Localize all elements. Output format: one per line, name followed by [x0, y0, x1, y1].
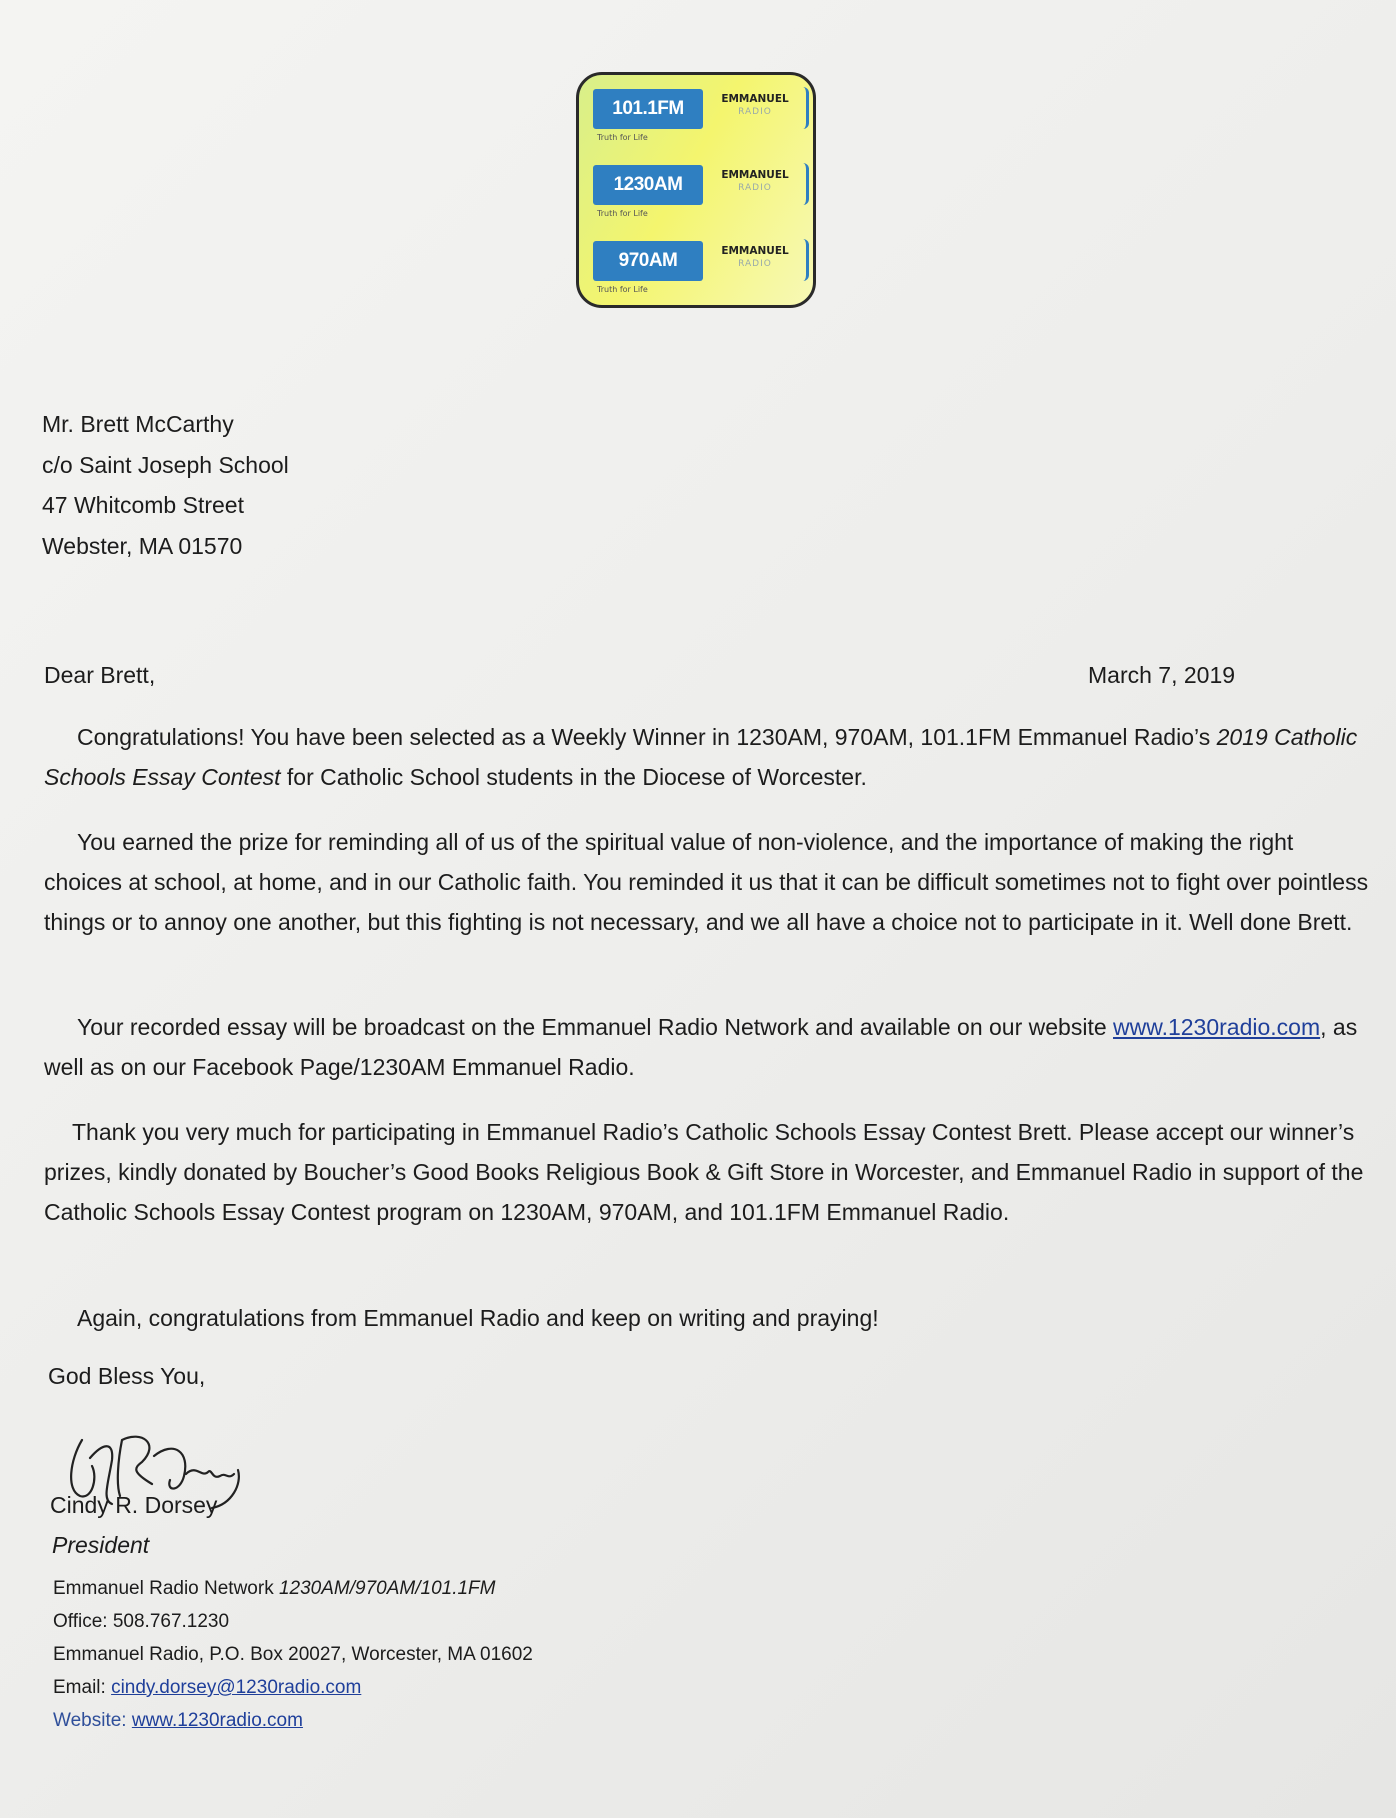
logo-tagline: Truth for Life [597, 285, 648, 294]
logo-bracket-icon [801, 239, 809, 281]
recipient-city: Webster, MA 01570 [42, 532, 243, 559]
p4-text: Thank you very much for participating in Emmanuel Radio’s Catholic Schools Essay Contest Brett. Please accept our winner’s prizes, kindly donated by Boucher’s Good Books Religious Book & Gift Store in Worcester, and Emmanuel Radio in support of the Catholic Schools Essay Contest program on 1230AM, 970AM, and 101.1FM Emmanuel Radio. [44, 1119, 1364, 1225]
footer-website-link[interactable]: www.1230radio.com [131, 1710, 303, 1731]
logo-brand: EMMANUEL [721, 245, 789, 257]
email-label: Email: [53, 1677, 112, 1698]
logo-freq: 970AM [593, 241, 703, 281]
paragraph-broadcast [44, 1007, 1374, 1087]
recipient-name: Mr. Brett McCarthy [42, 411, 234, 437]
p1-text-b: for Catholic School students in the Diocese of Worcester. [280, 764, 867, 790]
p3-text-b: , as well as on our Facebook Page/1230AM Emmanuel Radio. [44, 1014, 1358, 1080]
logo-brand-sub: RADIO [738, 183, 772, 193]
p5-text: Again, congratulations from Emmanuel Radio and keep on writing and praying! [77, 1305, 879, 1331]
recipient-care-of: c/o Saint Joseph School [42, 451, 289, 478]
salutation: Dear Brett, [44, 662, 156, 688]
logo-tagline: Truth for Life [597, 133, 648, 142]
logo-freq: 1230AM [593, 165, 703, 205]
recipient-address [42, 404, 289, 566]
logo-row-fm [591, 83, 811, 149]
logo-freq: 101.1FM [593, 89, 703, 129]
network-frequencies: 1230AM/970AM/101.1FM [278, 1578, 496, 1599]
email-link[interactable]: cindy.dorsey@1230radio.com [111, 1677, 362, 1698]
network-label: Emmanuel Radio Network [53, 1578, 279, 1599]
logo-brand-sub: RADIO [738, 107, 772, 117]
logo-brand-sub: RADIO [738, 259, 772, 269]
p2-text: You earned the prize for reminding all of us of the spiritual value of non-violence, and the importance of making the right choices at school, at home, and in our Catholic faith. You reminded it us that it can be difficult sometimes not to fight over pointless things or to annoy one another, but this fighting is not necessary, and we all have a choice not to participate in it. Well done Brett. [44, 829, 1369, 935]
contact-block [53, 1572, 533, 1737]
logo-tagline: Truth for Life [597, 209, 648, 218]
signer-name: Cindy R. Dorsey [50, 1492, 218, 1518]
logo-bracket-icon [801, 87, 809, 129]
paragraph-thanks [44, 1112, 1374, 1232]
emmanuel-radio-logo [576, 72, 816, 308]
contact-address: Emmanuel Radio, P.O. Box 20027, Worcester, MA 01602 [53, 1644, 533, 1665]
paragraph-prize-reason [44, 822, 1374, 942]
logo-brand: EMMANUEL [721, 169, 789, 181]
closing: God Bless You, [48, 1363, 206, 1389]
contact-email [53, 1671, 533, 1704]
contact-office: Office: 508.767.1230 [53, 1611, 230, 1632]
website-label: Website: [53, 1710, 132, 1731]
contact-website [53, 1704, 533, 1737]
p1-text-a: Congratulations! You have been selected as a Weekly Winner in 1230AM, 970AM, 101.1FM Emmanuel Radio’s [77, 724, 1217, 750]
website-link[interactable]: www.1230radio.com [1113, 1014, 1321, 1040]
signer-title: President [52, 1532, 150, 1558]
logo-bracket-icon [801, 163, 809, 205]
paragraph-congratulations [44, 717, 1374, 797]
logo-brand: EMMANUEL [721, 93, 789, 105]
contact-network [53, 1572, 533, 1605]
paragraph-again [44, 1298, 1374, 1338]
logo-row-1230 [591, 159, 811, 225]
contest-name: 2019 Catholic Schools Essay Contest [44, 724, 1358, 790]
letter-date: March 7, 2019 [1088, 662, 1236, 688]
p3-text-a: Your recorded essay will be broadcast on the Emmanuel Radio Network and available on our website [77, 1014, 1114, 1040]
logo-row-970 [591, 235, 811, 301]
recipient-street: 47 Whitcomb Street [42, 492, 244, 518]
